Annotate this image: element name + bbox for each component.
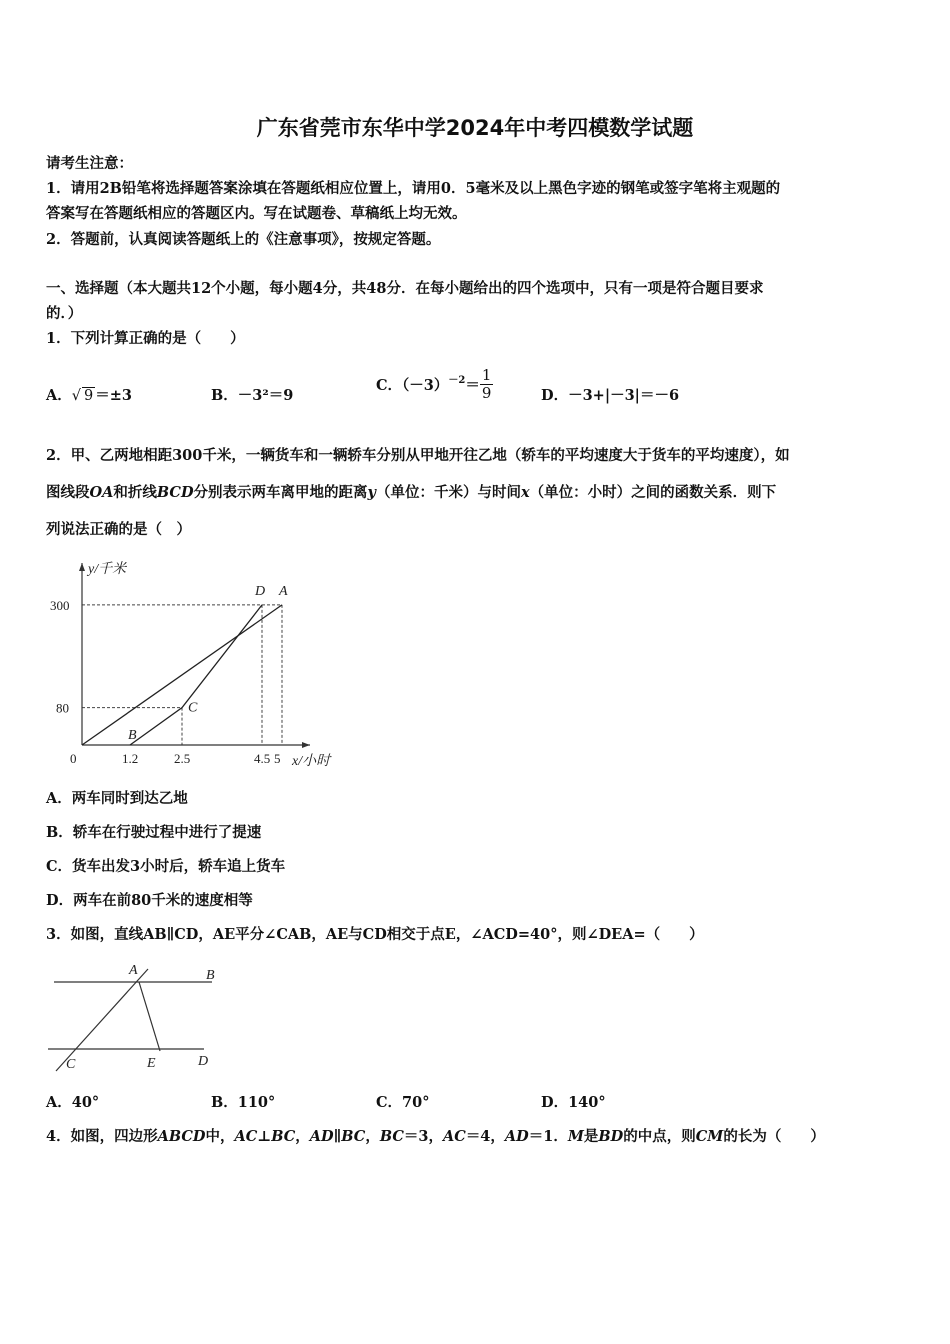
point-label: D: [255, 583, 266, 599]
chart-axes: [79, 563, 310, 748]
label-b: B: [206, 968, 215, 983]
label-a: A: [129, 963, 138, 978]
x-tick-label: 2.5: [174, 751, 191, 766]
point-label: A: [279, 583, 288, 599]
q2-stem-line1: 2．甲、乙两地相距300千米，一辆货车和一辆轿车分别从甲地开往乙地（轿车的平均速度大于货车的平均速度），如: [46, 447, 790, 464]
y-tick-label: 80: [56, 700, 69, 716]
y-tick-label: 300: [50, 597, 70, 613]
label-c: C: [66, 1057, 76, 1072]
x-axis-title: x/小时: [292, 754, 331, 769]
x-tick-label: 5: [274, 751, 281, 766]
q2-stem-line2: 图线段OA和折线BCD分别表示两车离甲地的距离y（单位：千米）与时间x（单位：小时）之间的函数关系．则下: [46, 484, 777, 501]
notice-item-1-cont: 答案写在答题纸相应的答题区内。写在试题卷、草稿纸上均无效。: [46, 205, 467, 222]
section-heading-cont: 的．）: [46, 305, 83, 322]
x-tick-label: 0: [70, 751, 77, 766]
q1-option-a: A．√ 9 ＝±3: [46, 387, 132, 404]
y-axis-arrow: [79, 563, 85, 571]
notice-item-2: 2．答题前，认真阅读答题纸上的《注意事项》，按规定答题。: [46, 231, 441, 248]
label-e: E: [147, 1056, 156, 1071]
q3-option-b: B．110°: [211, 1094, 276, 1111]
notice-item-1: 1．请用2B铅笔将选择题答案涂填在答题纸相应位置上，请用0．5毫米及以上黑色字迹的钢笔或签字笔将主观题的: [46, 180, 781, 197]
q3-stem: 3．如图，直线AB∥CD，AE平分∠CAB，AE与CD相交于点E，∠ACD=40°，则∠DEA=（ ）: [46, 926, 704, 943]
point-label: C: [188, 700, 198, 716]
parallel-lines-figure: [44, 955, 230, 1077]
q2-option-c: C．货车出发3小时后，轿车追上货车: [46, 858, 286, 875]
notice-heading: 请考生注意：: [46, 155, 133, 172]
series-bcd: [130, 605, 262, 745]
fraction-one-ninth: $\frac{1}{9}$: [481, 365, 492, 402]
distance-time-chart: [44, 555, 331, 775]
label-d: D: [198, 1054, 209, 1069]
q1-stem: 1．下列计算正确的是（ ）: [46, 330, 245, 347]
q3-option-d: D．140°: [541, 1094, 606, 1111]
section-heading: 一、选择题（本大题共12个小题，每小题4分，共48分．在每小题给出的四个选项中，只有一项是符合题目要求: [46, 280, 764, 297]
page-title: 广东省莞市东华中学2024年中考四模数学试题: [256, 116, 694, 140]
x-axis-arrow: [302, 742, 310, 748]
q1-option-d: D．－3+|－3|＝－6: [541, 387, 680, 404]
q4-stem: 4．如图，四边形ABCD中，AC⊥BC，AD∥BC，BC＝3，AC＝4，AD＝1．M是BD的中点，则CM的长为（ ）: [46, 1128, 825, 1145]
q1-option-c: C．（－3） $^{-2}$ ＝ $\frac{1}{9}$: [376, 365, 492, 402]
line-ac: [56, 969, 148, 1071]
x-tick-label: 1.2: [122, 751, 139, 766]
q2-option-a: A．两车同时到达乙地: [46, 790, 188, 807]
q2-stem-line3: 列说法正确的是（ ）: [46, 521, 191, 538]
line-ae: [139, 982, 160, 1051]
point-label: B: [128, 728, 137, 743]
q3-option-a: A．40°: [46, 1094, 100, 1111]
q2-option-b: B．轿车在行驶过程中进行了提速: [46, 824, 262, 841]
q2-option-d: D．两车在前80千米的速度相等: [46, 892, 253, 909]
q1-option-b: B．－3²＝9: [211, 387, 294, 404]
y-axis-title: y/千米: [88, 562, 127, 577]
q3-option-c: C．70°: [376, 1094, 430, 1111]
x-tick-label: 4.5: [254, 751, 271, 766]
